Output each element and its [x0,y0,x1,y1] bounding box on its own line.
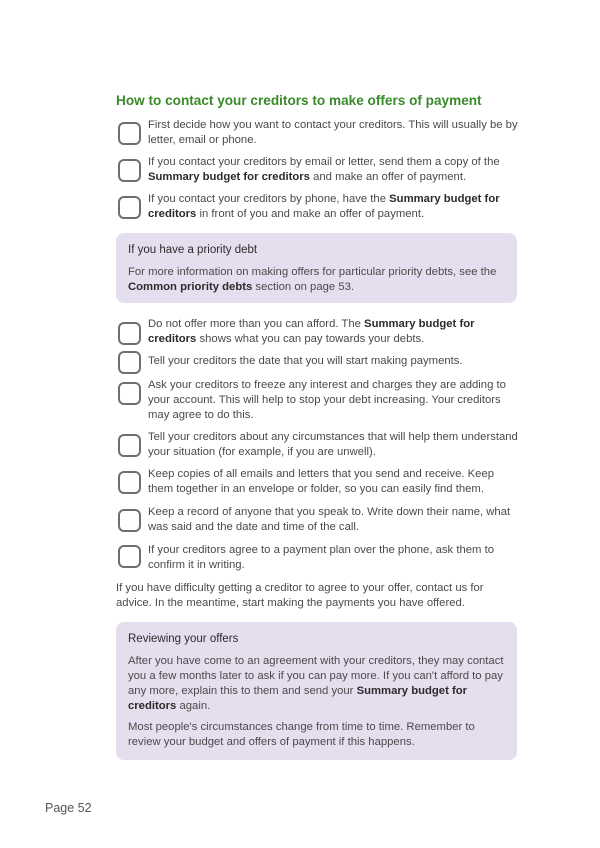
checkbox[interactable] [118,434,141,457]
checklist-item: If you contact your creditors by phone, have the Summary budget for creditors in front of you and make an offer of payment. [116,192,521,222]
checkbox[interactable] [118,351,141,374]
checkbox[interactable] [118,122,141,145]
checklist-item: Ask your creditors to freeze any interest and charges they are adding to your account. This will help to stop your debt increasing. Your creditors may agree to do this. [116,378,521,423]
section-title: How to contact your creditors to make offers of payment [116,93,482,108]
common-priority-debts-link[interactable]: Common priority debts [128,281,253,293]
checkbox[interactable] [118,471,141,494]
checklist-item: Keep a record of anyone that you speak to. Write down their name, what was said and the date and time of the call. [116,505,521,535]
checklist-item: Keep copies of all emails and letters that you send and receive. Keep them together in an envelope or folder, so you can easily find them. [116,467,521,497]
checklist-item: If your creditors agree to a payment plan over the phone, ask them to confirm it in writing. [116,543,521,573]
checkbox[interactable] [118,509,141,532]
checklist-item: Do not offer more than you can afford. The Summary budget for creditors shows what you can pay towards your debts. [116,317,521,347]
checkbox[interactable] [118,322,141,345]
checkbox[interactable] [118,196,141,219]
page-number: Page 52 [45,801,92,815]
checklist-item: Tell your creditors about any circumstances that will help them understand your situation (for example, if you are unwell). [116,430,521,460]
advice-paragraph: If you have difficulty getting a creditor to agree to your offer, contact us for advice. In the meantime, start making the payments you have offered. [116,582,484,609]
callout-heading: If you have a priority debt [128,244,258,256]
callout-heading: Reviewing your offers [128,633,239,645]
checkbox[interactable] [118,382,141,405]
priority-debt-callout: If you have a priority debt For more information on making offers for particular priority debts, see the Common priority debts section on page 53. [116,233,517,303]
checklist-item: If you contact your creditors by email or letter, send them a copy of the Summary budget for creditors and make an offer of payment. [116,155,521,185]
checkbox[interactable] [118,159,141,182]
reviewing-offers-callout: Reviewing your offers After you have come to an agreement with your creditors, they may contact you a few months later to ask if you can pay more. If you can't afford to pay any more, explain this to them and send your Summary budget for creditors again. Most people's circumstances change from time to time. Remember to review your budget and offers of payment if this happens. [116,622,517,760]
checkbox[interactable] [118,545,141,568]
checklist-item: First decide how you want to contact your creditors. This will usually be by letter, email or phone. [116,118,521,148]
checklist-item: Tell your creditors the date that you will start making payments. [116,354,521,369]
